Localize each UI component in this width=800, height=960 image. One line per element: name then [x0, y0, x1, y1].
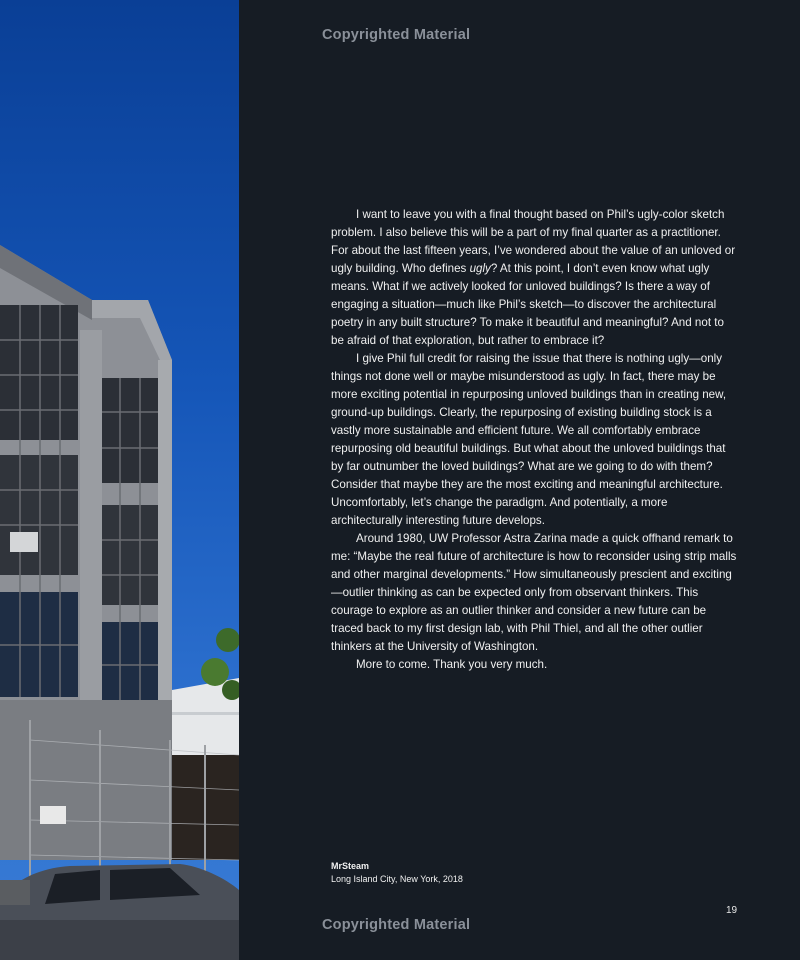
essay-paragraph-2: I give Phil full credit for raising the issue that there is nothing ugly—only things not done well or maybe misunderstood as ugly. In fact, there may be more exciting potential in repurposing unloved buildings than in creating new, ground-up buildings. Clearly, the repurposing of existing building stock is a vastly more sustainable and efficient future. We all comfortably embrace repurposing old beautiful buildings. But what about the unloved buildings that by far outnumber the loved buildings? What are we going to do with them? Consider that maybe they are the most exciting and meaningful architecture. Uncomfortably, let’s change the paradigm. And potentially, a more architecturally interesting future develops.: [331, 352, 727, 527]
building-photo: [0, 0, 239, 960]
essay-paragraph-1-text-b: ? At this point, I don’t even know what ugly means. What if we actively looked for unloved buildings? Is there a way of engaging a situation—much like Phil’s sketch—to discover the architectural poetry in any built structure? To make it beautiful and meaningful? And not to be afraid of that exploration, but rather to embrace it?: [331, 262, 724, 347]
essay-paragraph-1: [331, 206, 739, 350]
essay-emphasis: ugly: [469, 262, 491, 275]
caption-title: MrSteam: [331, 861, 370, 871]
watermark-bottom: Copyrighted Material: [322, 917, 471, 933]
essay-paragraph-3: Around 1980, UW Professor Astra Zarina made a quick offhand remark to me: “Maybe the real future of architecture is how to reconsider using strip malls and other marginal developments.” How simultaneously prescient and exciting—outlier thinking as can be expected only from observant thinkers. This courage to explore as an outlier thinker and consider a new future can be traced back to my first design lab, with Phil Thiel, and all the other outlier thinkers at the University of Washington.: [331, 532, 737, 653]
caption-location: Long Island City, New York, 2018: [331, 874, 463, 884]
photo-caption: [331, 860, 463, 886]
essay-paragraph-1-text-a: I want to leave you with a final thought based on Phil’s ugly-color sketch problem. I also believe this will be a part of my final quarter as a practitioner. For about the last fifteen years, I’ve wondered about the value of an unloved or ugly building. Who defines: [331, 208, 736, 275]
building-illustration: [0, 0, 239, 960]
page-number: 19: [726, 905, 738, 916]
essay-body: [331, 206, 739, 674]
essay-paragraph-4: More to come. Thank you very much.: [356, 658, 548, 671]
watermark-top: Copyrighted Material: [322, 27, 471, 43]
